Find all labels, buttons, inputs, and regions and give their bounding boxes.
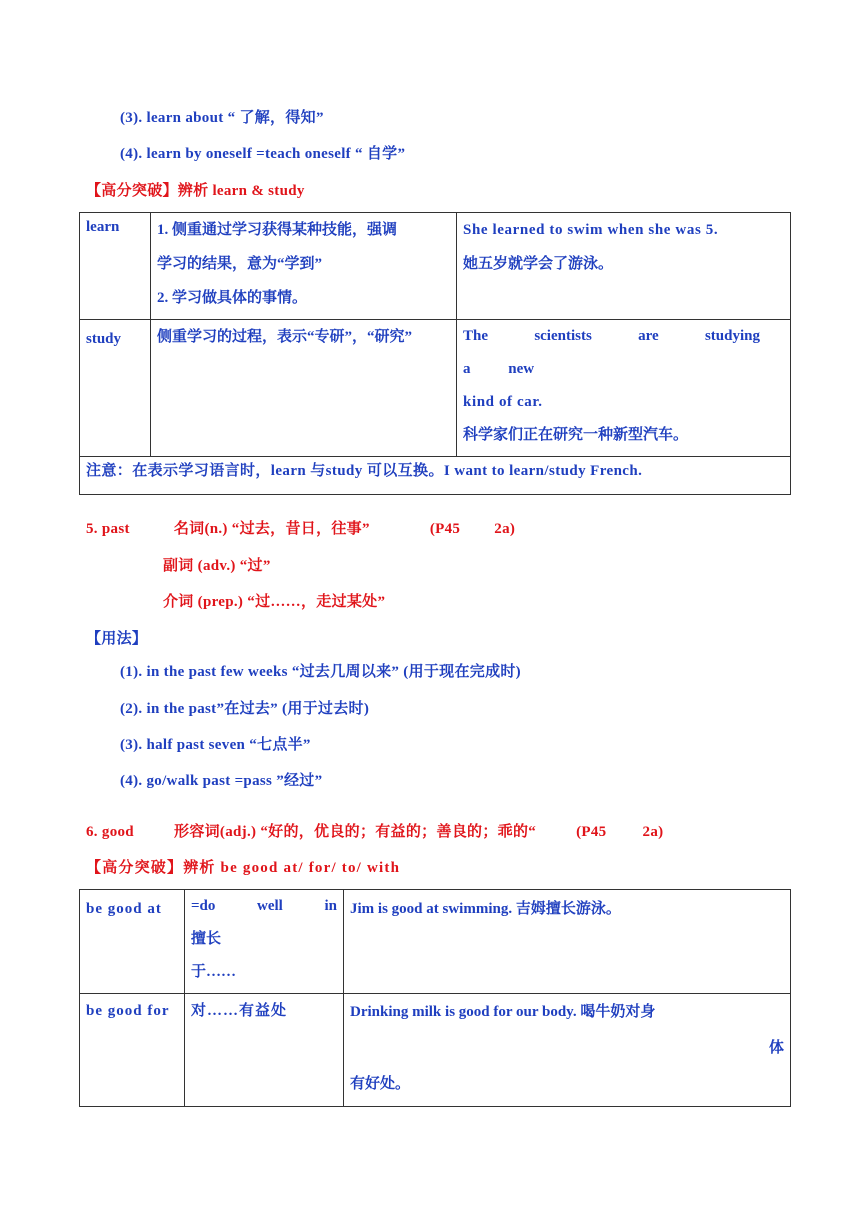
meaning-line: 于…… (191, 964, 237, 980)
study-example-word: The (463, 328, 489, 344)
past-page-ref: (P45 (429, 521, 461, 537)
table-row (80, 457, 791, 495)
be-good-at-example: Jim is good at swimming. 吉姆擅长游泳。 (350, 901, 621, 917)
learn-study-table (79, 212, 791, 495)
be-good-table (79, 889, 791, 1107)
good-word: 6. good (86, 824, 134, 840)
term-be-good-at: be good at (86, 901, 162, 917)
study-example-word: scientists (534, 328, 592, 344)
meaning-word: in (324, 898, 337, 914)
good-adj-meaning: 形容词(adj.) “好的，优良的；有益的；善良的；乖的“ (174, 824, 537, 840)
good-exercise-ref: 2a) (642, 824, 664, 840)
be-good-for-example-1: Drinking milk is good for our body. 喝牛奶对身 (350, 1004, 656, 1020)
study-example-word: are (638, 328, 659, 344)
past-line-2: 副词 (adv.) “过” (163, 558, 271, 574)
table-row (80, 994, 791, 1107)
term-learn: learn (86, 219, 120, 235)
good-page-ref: (P45 (576, 824, 607, 840)
past-line-1 (86, 517, 515, 538)
table-row (80, 320, 791, 457)
learn-example-en: She learned to swim when she was 5. (463, 222, 719, 238)
table-row (80, 213, 791, 320)
usage-heading: 【用法】 (86, 631, 148, 647)
past-line-3: 介词 (prep.) “过……，走过某处” (163, 594, 386, 610)
meaning-word: well (257, 898, 283, 914)
meaning-line: 擅长 (191, 931, 222, 947)
good-line-1 (86, 820, 663, 841)
study-example-word: studying (704, 328, 760, 344)
be-good-for-meaning: 对……有益处 (191, 1003, 288, 1019)
learn-example-cn: 她五岁就学会了游泳。 (463, 256, 614, 272)
term-study: study (86, 331, 122, 347)
good-heading: 【高分突破】辨析 be good at/ for/ to/ with (86, 860, 401, 876)
study-example-word: new (508, 361, 535, 377)
learn-meaning-1: 1. 侧重通过学习获得某种技能，强调 (157, 222, 398, 238)
term-be-good-for: be good for (86, 1003, 170, 1019)
table-note: 注意：在表示学习语言时，learn 与study 可以互换。I want to learn/study French. (86, 463, 643, 479)
intro-line-4: (4). learn by oneself =teach oneself “ 自学” (120, 146, 406, 162)
learn-meaning-2: 学习的结果，意为“学到” (157, 256, 323, 272)
usage-item: (2). in the past”在过去” (用于过去时) (120, 701, 370, 717)
study-meaning: 侧重学习的过程，表示“专研”，“研究” (157, 329, 413, 345)
usage-item: (1). in the past few weeks “过去几周以来” (用于现在完成时) (120, 664, 521, 680)
study-example-word: a (463, 361, 471, 377)
be-good-for-example-3: 有好处。 (350, 1076, 411, 1092)
intro-line-3: (3). learn about “ 了解，得知” (120, 110, 324, 126)
learn-meaning-3: 2. 学习做具体的事情。 (157, 290, 308, 306)
usage-item: (3). half past seven “七点半” (120, 737, 311, 753)
learn-study-heading: 【高分突破】辨析 learn & study (86, 183, 305, 199)
be-good-for-example-2: 体 (768, 1040, 784, 1056)
past-word: 5. past (86, 521, 130, 537)
meaning-word: =do (191, 898, 216, 914)
past-noun-meaning: 名词(n.) “过去，昔日，往事” (173, 521, 370, 537)
past-exercise-ref: 2a) (494, 521, 516, 537)
usage-item: (4). go/walk past =pass ”经过” (120, 773, 323, 789)
study-example-cn: 科学家们正在研究一种新型汽车。 (463, 427, 689, 443)
table-row (80, 890, 791, 994)
study-example-en: kind of car. (463, 394, 543, 410)
